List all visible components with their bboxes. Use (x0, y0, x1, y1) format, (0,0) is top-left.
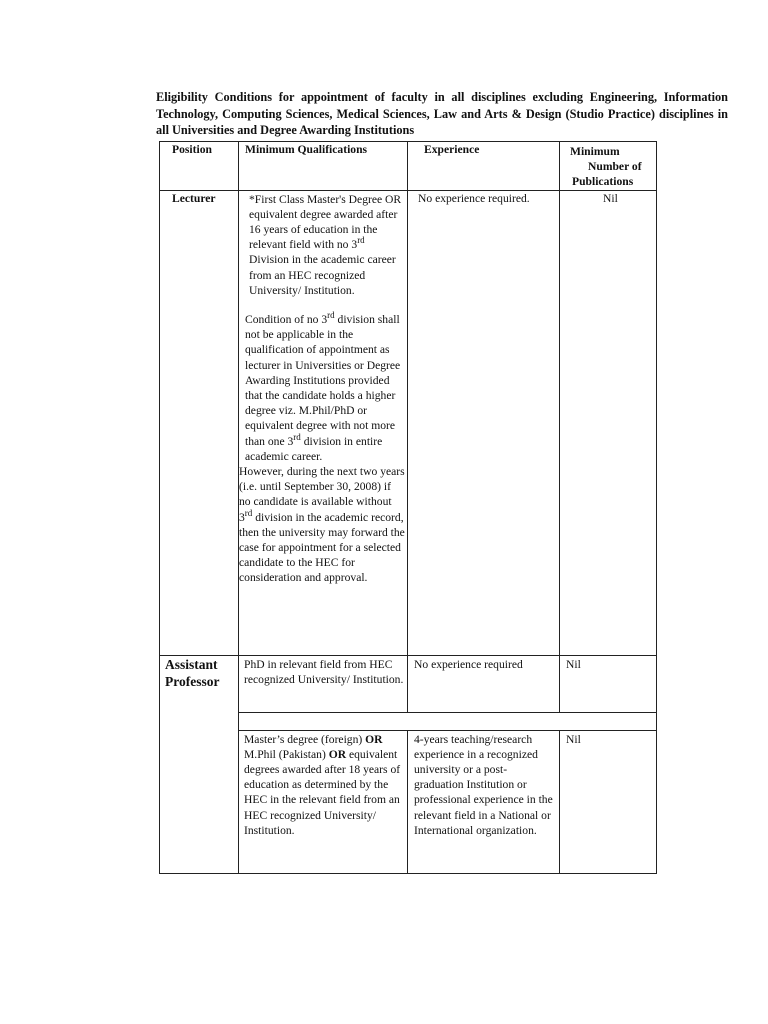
document-heading: Eligibility Conditions for appointment of faculty in all disciplines excluding Engineering, Information Technology, Computing Sciences, Medical Sciences, Law and Arts & Design (Studio Practice) disciplines in all Universities and Degree Awarding Institutions (156, 90, 728, 137)
table-header-row (160, 142, 657, 191)
asst-prof-qual-option1: PhD in relevant field from HEC recognized University/ Institution. (239, 655, 408, 712)
header-position: Position (160, 142, 239, 191)
header-publications (560, 142, 657, 191)
header-publications-line1: Minimum (570, 145, 620, 158)
table-row-lecturer (160, 190, 657, 655)
header-qualifications: Minimum Qualifications (239, 142, 408, 191)
header-experience: Experience (408, 142, 560, 191)
header-publications-line3: Publications (572, 175, 634, 189)
asst-prof-experience-option2: 4-years teaching/research experience in a recognized university or a post- graduation Institution or professional experience in the relevant field in a National or International organization. (408, 730, 560, 873)
asst-prof-experience-option1: No experience required (408, 655, 560, 712)
header-publications-line2: Number of (588, 160, 642, 174)
lecturer-qual-para-1: *First Class Master's Degree OR equivalent degree awarded after 16 years of education in the relevant field with no 3rd Division in the academic career from an HEC recognized University/ Institution. (249, 192, 402, 297)
asst-prof-publications-option1: Nil (560, 655, 657, 712)
lecturer-qualifications (239, 190, 408, 655)
eligibility-table (159, 141, 657, 874)
asst-prof-publications-option2: Nil (560, 730, 657, 873)
lecturer-experience: No experience required. (408, 190, 560, 655)
lecturer-qual-para-2: Condition of no 3rd division shall not be applicable in the qualification of appointment as lecturer in Universities or Degree Awarding Institutions provided that the candidate holds a higher degree viz. M.Phil/PhD or equivalent degree with not more than one 3rd division in entire academic career. (245, 310, 401, 463)
table-row-assistant-professor-1 (160, 655, 657, 712)
separator-cell (239, 712, 657, 730)
lecturer-publications: Nil (560, 190, 657, 655)
position-assistant-professor: Assistant Professor (160, 655, 239, 873)
asst-prof-qual-option2: Master’s degree (foreign) OR M.Phil (Pakistan) OR equivalent degrees awarded after 18 years of education as determined by the HEC in the relevant field from an HEC recognized University/ Institution. (239, 730, 408, 873)
position-lecturer: Lecturer (160, 190, 239, 655)
lecturer-qual-para-3: However, during the next two years (i.e. until September 30, 2008) if no candidate is available without 3rd division in the academic record, then the university may forward the case for appointment for a selected candidate to the HEC for consideration and approval. (239, 465, 405, 585)
